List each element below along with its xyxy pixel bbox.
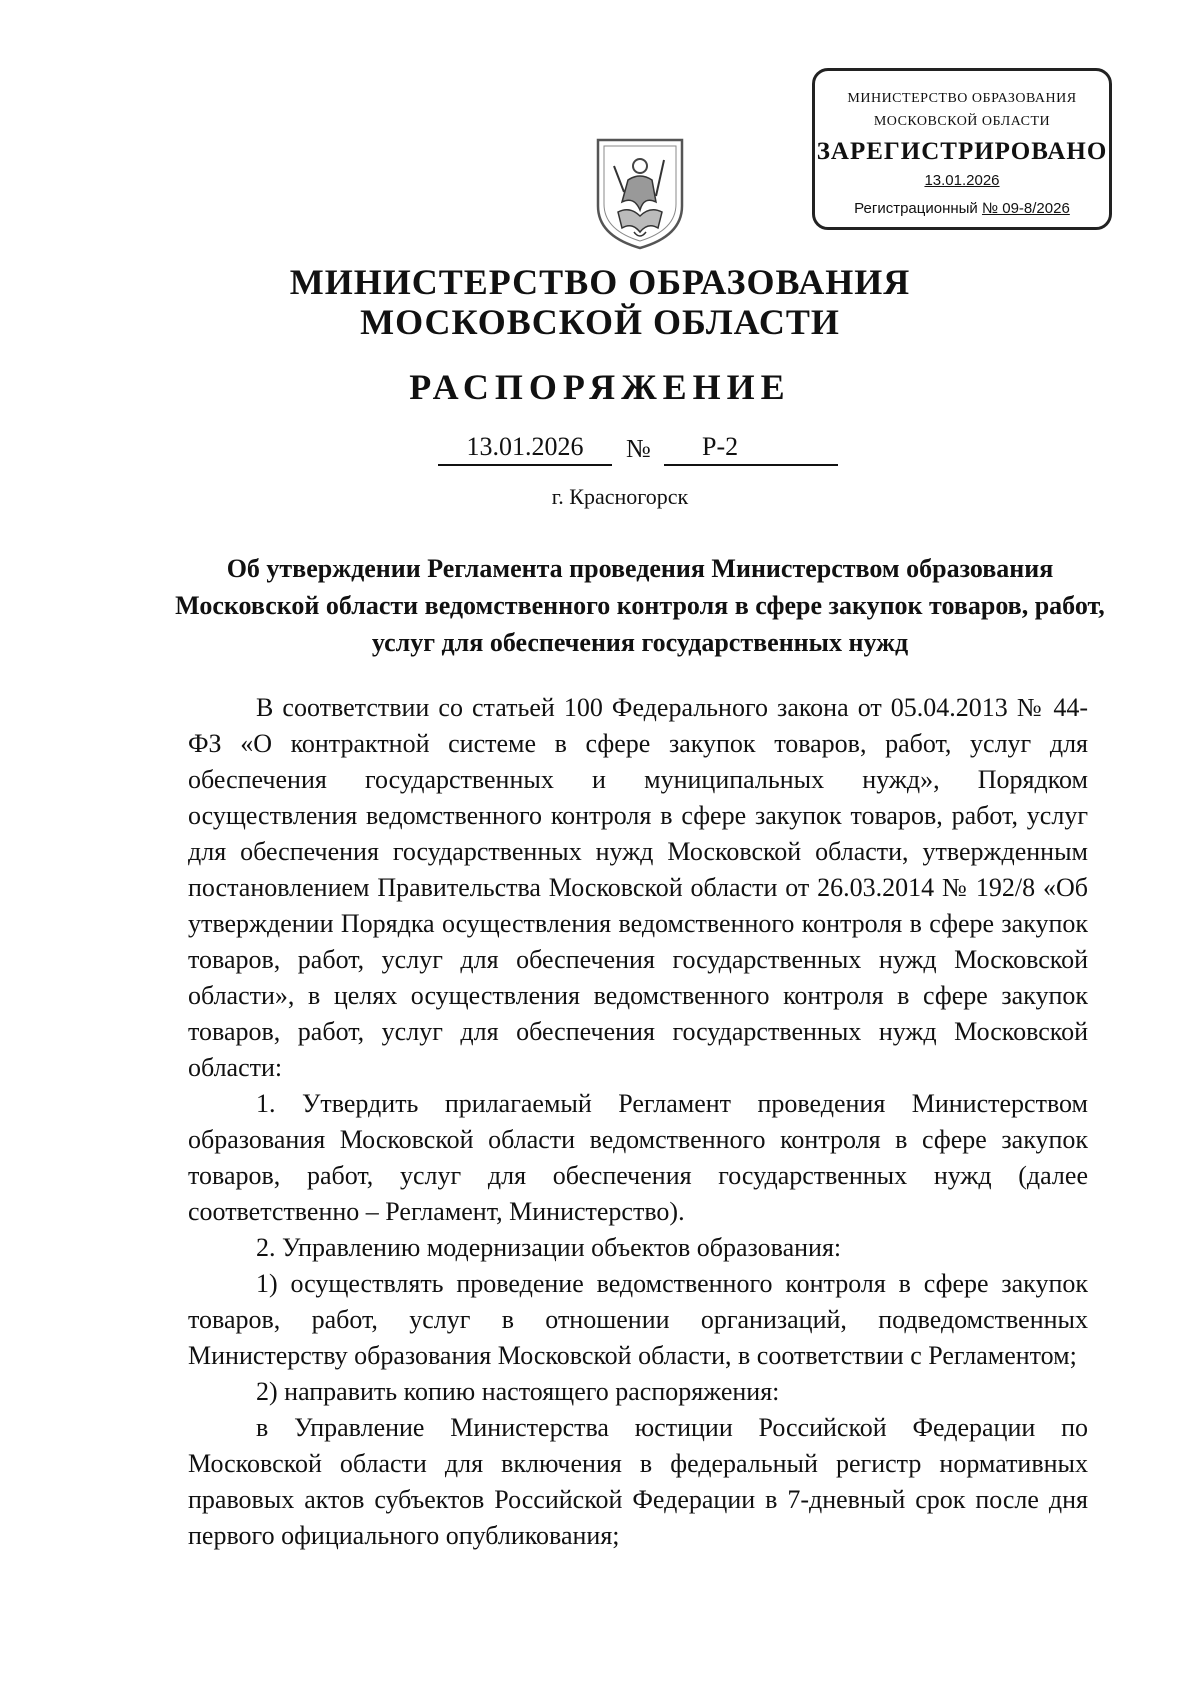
document-type: РАСПОРЯЖЕНИЕ — [409, 367, 791, 407]
document-subject: Об утверждении Регламента проведения Министерством образования Московской области ведомственного контроля в сфере закупок товаров, работ, услуг для обеспечения государственных нужд — [175, 554, 1105, 657]
body-paragraph: В соответствии со статьей 100 Федерального закона от 05.04.2013 № 44-ФЗ «О контрактной системе в сфере закупок товаров, работ, услуг для обеспечения государственных и муниципальных нужд», Порядком осуществления ведомственного контроля в сфере закупок товаров, работ, услуг для обеспечения государственных нужд Московской области, утвержденным постановлением Правительства Московской области от 26.03.2014 № 192/8 «Об утверждении Порядка осуществления ведомственного контроля в сфере закупок товаров, работ, услуг для обеспечения государственных нужд Московской области», в целях осуществления ведомственного контроля в сфере закупок товаров, работ, услуг для обеспечения государственных нужд Московской области: — [188, 693, 1088, 1082]
stamp-org-line2: МОСКОВСКОЙ ОБЛАСТИ — [873, 114, 1051, 129]
stamp-date: 13.01.2026 — [924, 172, 1000, 189]
ministry-name-line2: МОСКОВСКОЙ ОБЛАСТИ — [360, 302, 840, 342]
number-sign: № — [626, 434, 651, 463]
moscow-oblast-coat-of-arms-icon — [594, 136, 686, 252]
stamp-org-line1: МИНИСТЕРСТВО ОБРАЗОВАНИЯ — [847, 91, 1077, 106]
ministry-name-line1: МИНИСТЕРСТВО ОБРАЗОВАНИЯ — [289, 262, 911, 302]
stamp-reg-value: № 09-8/2026 — [981, 200, 1070, 217]
stamp-status: ЗАРЕГИСТРИРОВАНО — [816, 138, 1108, 165]
registration-stamp — [812, 68, 1112, 230]
document-date: 13.01.2026 — [438, 432, 612, 466]
city: г. Красногорск — [551, 484, 689, 509]
stamp-reg-label: Регистрационный — [854, 200, 978, 217]
body-paragraph: 2. Управлению модернизации объектов образования: — [256, 1233, 842, 1262]
stamp-reg-number — [815, 198, 1109, 220]
document-number: Р-2 — [664, 432, 838, 466]
body-paragraph: 2) направить копию настоящего распоряжения: — [256, 1377, 780, 1406]
body-paragraph: 1) осуществлять проведение ведомственного контроля в сфере закупок товаров, работ, услуг в отношении организаций, подведомственных Министерству образования Московской области, в соответствии с Регламентом; — [188, 1269, 1088, 1370]
body-paragraph: 1. Утвердить прилагаемый Регламент проведения Министерством образования Московской области ведомственного контроля в сфере закупок товаров, работ, услуг для обеспечения государственных нужд (далее соответственно – Регламент, Министерство). — [188, 1089, 1088, 1226]
ministry-name — [0, 262, 1200, 342]
date-number-row — [438, 432, 838, 472]
document-body — [188, 690, 1088, 1554]
body-paragraph: в Управление Министерства юстиции Российской Федерации по Московской области для включения в федеральный регистр нормативных правовых актов субъектов Российской Федерации в 7-дневный срок после дня первого официального опубликования; — [188, 1413, 1088, 1550]
